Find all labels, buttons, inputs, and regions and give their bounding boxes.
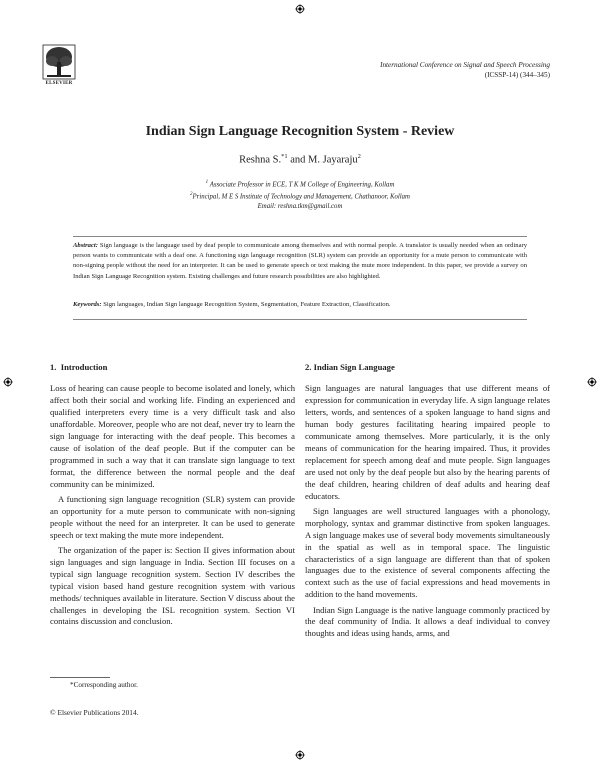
abstract [73,241,527,282]
abstract-text: Sign language is the language used by deaf people to communicate among themselves and with normal people. A translator is usually needed when an ordinary person wants to communicate with a deaf one. A functioning sign language recognition (SLR) system can provide an opportunity for a mute person to communicate with non-signing people without the need for an interpreter. It can be used to generate speech or text making the mute more independent. In this paper, we provide a survey on Indian Sign Language Recognition system. Existing challenges and future research possibilities are also highlighted. [73,242,527,280]
affiliation-text: Associate Professor in ECE, T K M College of Engineering, Kollam [208,181,395,189]
paragraph: Sign languages are natural languages that use different means of expression for communication in everyday life. A sign language relates letters, words, and sentences of a spoken language to hand signs and human body gestures facilitating hearing impaired people to communicate among themselves. More particularly, it is the only means of communication for the hearing impaired. Thus, it provides replacement for speech among deaf and mute people. Sign languages are used not only by the deaf people but also by the hearing parents of the deaf children, hearing children of deaf adults and hearing deaf educators. [305,383,550,501]
conference-header [380,60,550,80]
affiliations [0,178,600,211]
author-mark: *1 [281,153,288,160]
author-list [0,153,600,166]
paragraph: Sign languages are well structured languages with a phonology, morphology, syntax and grammar distinctive from spoken languages. A sign language makes use of several body movements simultaneously in the spatial as well as in temporal space. The linguistic characteristics of a sign language are different than that of spoken languages due to the existence of several components affecting the context such as the use of facial expressions and head movements in addition to the hand movements. [305,505,550,600]
footnote-rule [50,677,110,678]
paragraph: A functioning sign language recognition (SLR) system can provide an opportunity for a mute person to communicate with non-signing people without the need for an interpreter. It can be used to generate speech or text making the mute more independent. [50,493,295,540]
author-conjunction: and [287,154,309,166]
publisher-logo [42,44,76,88]
author-email: Email: reshna.tkm@gmail.com [257,202,343,210]
paragraph: Indian Sign Language is the native language commonly practiced by the deaf community of India. It allows a deaf individual to convey thoughts and ideas using hands, arms, and [305,604,550,639]
copyright: © Elsevier Publications 2014. [50,708,139,717]
conference-citation: (ICSSP-14) (344–345) [484,71,550,79]
abstract-box [73,236,527,320]
column-right [305,362,550,644]
registration-mark-bottom [295,750,305,760]
affiliation [0,178,600,190]
paragraph: The organization of the paper is: Section II gives information about sign languages and sign language in India. Section III focuses on a typical sign language recognition system. Section IV describes the typical vision based hand gesture recognition system with various methods/ techniques available in literature. Section V discuss about the challenges in developing the ISL recognition system. Section VI contains discussion and conclusion. [50,544,295,627]
affiliation [0,190,600,202]
paragraph: Loss of hearing can cause people to become isolated and lonely, which affect both their social and working life. Finding an experienced and qualified interpreters every time is a very difficult task and also unaffordable. Moreover, people who are not deaf, never try to learn the sign language for interacting with the deaf people. This becomes a cause of isolation of the deaf people. But if the computer can be programmed in such a way that it can translate sign language to text format, the difference between the normal people and the deaf community can be minimized. [50,383,295,489]
registration-mark-right [587,377,597,387]
keywords [73,300,527,310]
keywords-text: Sign languages, Indian Sign language Recognition System, Segmentation, Feature Extraction, Classification. [101,301,391,308]
affiliation-text: Principal, M E S Institute of Technology and Management, Chathanoor, Kollam [192,193,410,201]
abstract-label: Abstract: [73,242,98,249]
affiliation-mark: 2 [190,191,193,197]
paper-title: Indian Sign Language Recognition System - Review [145,124,455,139]
affiliation-mark: 1 [205,180,209,185]
author-name: Reshna S. [239,154,282,166]
publisher-name: ELSEVIER [45,81,73,86]
keywords-label: Keywords: [73,301,102,308]
column-left [50,362,295,632]
registration-mark-left [3,377,13,387]
tree-icon [42,44,76,80]
conference-name: International Conference on Signal and Speech Processing [380,61,550,69]
registration-mark-top [295,4,305,14]
author-mark: 2 [357,153,361,160]
section-heading: 1. Introduction [50,362,108,372]
section-heading: 2. Indian Sign Language [305,362,395,372]
footnote: *Corresponding author. [70,681,138,689]
author-name: M. Jayaraju [308,154,358,166]
